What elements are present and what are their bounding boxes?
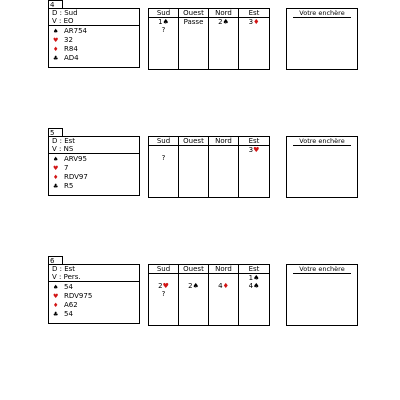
spade-row [53,283,139,292]
spade-icon: ♠ [253,274,260,282]
deal-5 [48,128,378,200]
auction-col-sud [149,137,179,197]
heart-cards: RDV975 [64,292,93,300]
auction-col-ouest [179,9,209,69]
club-row [53,310,139,319]
bid-cell-empty [179,274,208,282]
club-cards: AD4 [64,54,79,62]
spade-row [53,27,139,36]
col-header-est: Est [239,137,269,146]
bid-cell [179,282,208,290]
club-icon: ♣ [53,311,59,318]
deal-number: 6 [48,256,63,265]
heart-row [53,292,139,301]
bid-cell [149,18,178,26]
col-header-sud: Sud [149,137,178,146]
bid-level: 4 [248,282,254,290]
club-cards: 54 [64,310,73,318]
bid-cell [209,18,238,26]
auction-grid [148,264,270,326]
spade-cards: AR754 [64,27,88,35]
col-header-nord: Nord [209,9,238,18]
bid-level: 2 [218,18,223,26]
club-icon: ♣ [53,55,59,62]
dealer-label: D : Est [52,265,76,273]
spade-cards: 54 [64,283,73,291]
col-header-nord: Nord [209,137,238,146]
bid-level: 2 [188,282,193,290]
deal-number: 5 [48,128,63,137]
deal-6 [48,256,378,328]
spade-icon: ♠ [192,282,199,290]
auction-col-ouest [179,137,209,197]
auction-grid [148,8,270,70]
hand-cards [49,26,139,63]
diamond-cards: RDV97 [64,173,88,181]
hand-cards [49,154,139,191]
hand-box [48,264,140,324]
hand-box [48,136,140,196]
hand-box [48,8,140,68]
heart-icon: ♥ [53,293,59,300]
your-bid-box[interactable] [286,264,358,326]
heart-icon: ♥ [53,37,59,44]
bid-cell [239,18,269,26]
heart-icon: ♥ [53,165,59,172]
col-header-nord: Nord [209,265,238,274]
club-row [53,54,139,63]
auction-col-est [239,137,269,197]
auction-col-sud [149,9,179,69]
spade-icon: ♠ [162,18,169,26]
dealer-label: D : Sud [52,9,78,17]
spade-icon: ♠ [53,284,59,291]
your-bid-header: Votre enchère [293,137,351,146]
club-row [53,182,139,191]
col-header-est: Est [239,9,269,18]
spade-icon: ♠ [253,282,260,290]
bid-cell [239,274,269,282]
col-header-ouest: Ouest [179,265,208,274]
heart-row [53,36,139,45]
club-cards: R5 [64,182,74,190]
spade-icon: ♠ [53,156,59,163]
deal-4 [48,0,378,72]
bid-level: 4 [218,282,223,290]
bid-cell-empty [149,146,178,154]
bid-cell [239,282,269,290]
col-header-ouest: Ouest [179,137,208,146]
diamond-icon: ♦ [53,174,59,181]
your-bid-header: Votre enchère [293,9,351,18]
bid-cell [149,290,178,298]
col-header-est: Est [239,265,269,274]
bid-question: ? [161,154,166,162]
diamond-row [53,45,139,54]
hand-cards [49,282,139,319]
bid-question: ? [161,26,166,34]
bid-cell [149,154,178,162]
diamond-cards: A62 [64,301,78,309]
heart-row [53,164,139,173]
vulnerability-label: V : NS [49,145,139,154]
heart-icon: ♥ [253,146,260,154]
heart-cards: 32 [64,36,73,44]
bid-cell-empty [209,274,238,282]
diamond-icon: ♦ [222,282,229,290]
diamond-icon: ♦ [53,302,59,309]
bid-level: 1 [248,274,254,282]
diamond-icon: ♦ [253,18,260,26]
spade-cards: ARV95 [64,155,87,163]
deal-number: 4 [48,0,63,9]
club-icon: ♣ [53,183,59,190]
bid-cell [239,146,269,154]
bid-question: ? [161,290,166,298]
vulnerability-label: V : Pers. [49,273,139,282]
auction-col-nord [209,9,239,69]
col-header-ouest: Ouest [179,9,208,18]
your-bid-box[interactable] [286,136,358,198]
bid-level: 1 [158,18,163,26]
spade-row [53,155,139,164]
col-header-sud: Sud [149,265,178,274]
diamond-cards: R84 [64,45,78,53]
bid-cell [209,282,238,290]
heart-icon: ♥ [162,282,169,290]
auction-col-est [239,9,269,69]
dealer-label: D : Est [52,137,76,145]
bid-level: 3 [248,146,254,154]
bid-cell [179,18,208,26]
bid-level: 2 [158,282,163,290]
your-bid-header: Votre enchère [293,265,351,274]
auction-col-est [239,265,269,325]
bid-cell [149,26,178,34]
auction-col-sud [149,265,179,325]
diamond-row [53,301,139,310]
bid-cell-empty [149,274,178,282]
auction-col-nord [209,265,239,325]
spade-icon: ♠ [53,28,59,35]
bid-cell [149,282,178,290]
diamond-row [53,173,139,182]
bid-level: 3 [248,18,254,26]
spade-icon: ♠ [222,18,229,26]
auction-col-nord [209,137,239,197]
auction-col-ouest [179,265,209,325]
bid-pass: Passe [183,18,204,26]
auction-grid [148,136,270,198]
heart-cards: 7 [64,164,69,172]
your-bid-box[interactable] [286,8,358,70]
diamond-icon: ♦ [53,46,59,53]
col-header-sud: Sud [149,9,178,18]
vulnerability-label: V : EO [49,17,139,26]
